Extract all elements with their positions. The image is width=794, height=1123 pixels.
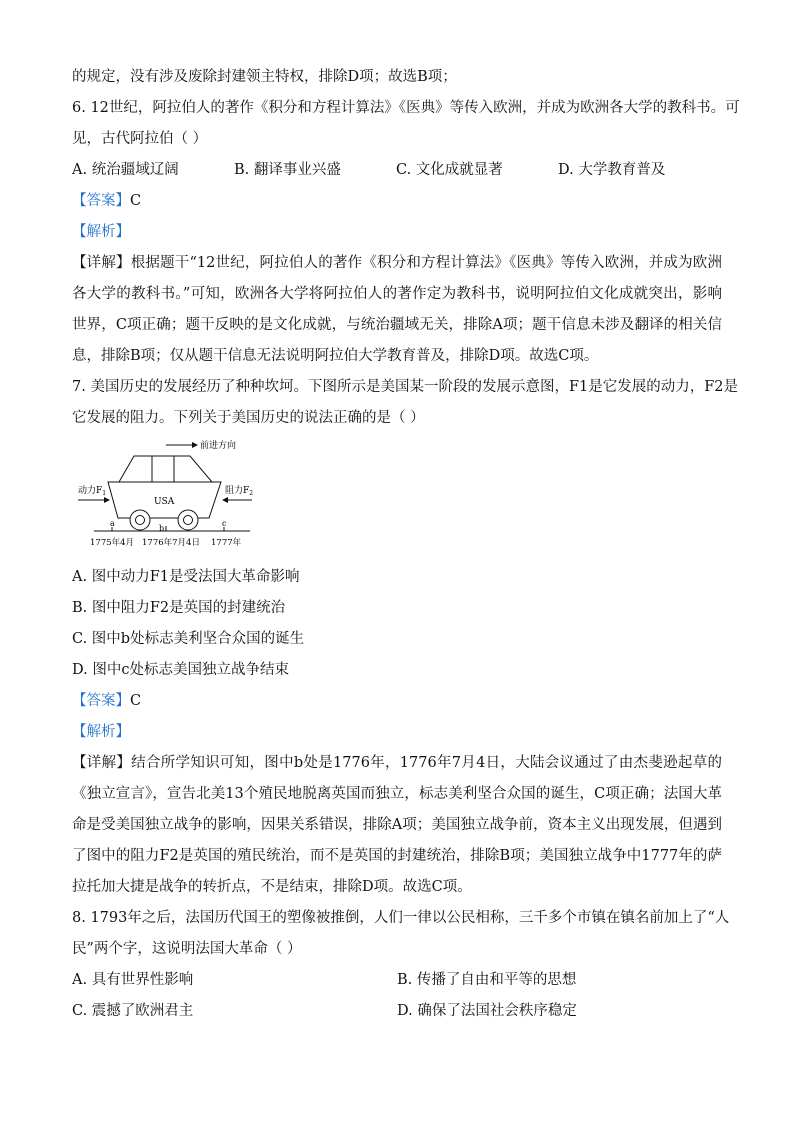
q7-option-b: B. 图中阻力F2是英国的封建统治	[72, 600, 286, 616]
q6-answer-value: C	[130, 193, 142, 209]
force-right-arrowhead	[222, 497, 228, 503]
q6-answer	[72, 186, 722, 217]
force-right-label: 阻力$F_2$	[225, 486, 254, 497]
q6-detail-tag: 【详解】	[72, 255, 131, 271]
q6-option-d: D. 大学教育普及	[558, 162, 666, 178]
q7-detail-tag: 【详解】	[72, 755, 132, 771]
q8-options-row-1	[72, 965, 722, 996]
q7-stem-line-1: 7. 美国历史的发展经历了种种坎坷。下图所示是美国某一阶段的发展示意图，F1是它发展的动力，F2是	[72, 379, 739, 395]
car-wheel-front	[178, 510, 198, 530]
direction-arrowhead	[192, 442, 198, 448]
q8-stem-line-1: 8. 1793年之后，法国历代国王的塑像被推倒，人们一律以公民相称，三千多个市镇在镇名前加上了“人	[72, 910, 730, 926]
q7-option-a: A. 图中动力F1是受法国大革命影响	[72, 569, 300, 585]
force-left-arrowhead	[104, 497, 110, 503]
q8-stem-line-2: 民”两个字，这说明法国大革命（ ）	[72, 941, 302, 957]
marker-b: b	[159, 524, 165, 533]
question-8	[72, 903, 730, 1027]
q7-answer-value: C	[130, 693, 142, 709]
q6-stem-line-1: 6. 12世纪，阿拉伯人的著作《积分和方程计算法》《医典》等传入欧洲，并成为欧洲各大学的教科书。可	[72, 100, 740, 116]
marker-c: c	[222, 519, 227, 528]
q8-option-d: D. 确保了法国社会秩序稳定	[397, 1003, 577, 1019]
us-history-car-diagram	[74, 434, 264, 554]
q8-option-a: A. 具有世界性影响	[72, 972, 194, 988]
question-7	[72, 372, 739, 903]
car-roof	[119, 456, 212, 482]
q7-answer-tag: 【答案】	[72, 693, 130, 709]
car-wheel-back	[130, 510, 150, 530]
car-label: USA	[154, 497, 175, 507]
document-page	[72, 62, 740, 1027]
date-b: 1776年7月4日	[142, 538, 200, 548]
q7-detail	[72, 748, 722, 903]
marker-a: a	[110, 519, 115, 528]
intro-line: 的规定，没有涉及废除封建领主特权，排除D项；故选B项；	[72, 69, 457, 85]
q7-analysis-heading	[72, 717, 722, 748]
q7-analysis-tag: 【解析】	[72, 724, 130, 740]
q6-options	[72, 155, 722, 186]
force-left-label: 动力$F_1$	[78, 486, 107, 497]
q6-option-a: A. 统治疆域辽阔	[72, 162, 179, 178]
date-c: 1777年	[211, 538, 242, 548]
q6-stem-line-2: 见，古代阿拉伯（ ）	[72, 131, 208, 147]
q6-option-b: B. 翻译事业兴盛	[234, 162, 341, 178]
q7-diagram	[74, 434, 264, 554]
direction-label: 前进方向	[200, 441, 237, 451]
date-a: 1775年4月	[90, 538, 135, 548]
q8-option-c: C. 震撼了欧洲君主	[72, 1003, 194, 1019]
q7-stem-line-2: 它发展的阻力。下列关于美国历史的说法正确的是（ ）	[72, 410, 425, 426]
q6-analysis-heading	[72, 217, 722, 248]
q7-option-c: C. 图中b处标志美利坚合众国的诞生	[72, 631, 305, 647]
q6-detail	[72, 248, 722, 372]
q6-option-c: C. 文化成就显著	[396, 162, 503, 178]
q8-option-b: B. 传播了自由和平等的思想	[397, 972, 577, 988]
q8-options-row-2	[72, 996, 722, 1027]
question-6	[72, 93, 740, 372]
q6-analysis-tag: 【解析】	[72, 224, 130, 240]
q7-answer	[72, 686, 722, 717]
q6-detail-text: 根据题干“12世纪，阿拉伯人的著作《积分和方程计算法》《医典》等传入欧洲，并成为欧洲各大学的教科书。”可知，欧洲各大学将阿拉伯人的著作定为教科书，说明阿拉伯文化成就突出，影响世界，C项正确；题干反映的是文化成就，与统治疆域无关，排除A项；题干信息未涉及翻译的相关信息，排除B项；仅从题干信息无法说明阿拉伯大学教育普及，排除D项。故选C项。	[72, 255, 722, 364]
q6-answer-tag: 【答案】	[72, 193, 130, 209]
q7-detail-text: 结合所学知识可知，图中b处是1776年，1776年7月4日，大陆会议通过了由杰斐逊起草的《独立宣言》，宣告北美13个殖民地脱离英国而独立，标志美利坚合众国的诞生，C项正确；法国大革命是受美国独立战争的影响，因果关系错误，排除A项；美国独立战争前，资本主义出现发展，但遇到了图中的阻力F2是英国的殖民统治，而不是英国的封建统治，排除B项；美国独立战争中1777年的萨拉托加大捷是战争的转折点，不是结束，排除D项。故选C项。	[72, 755, 722, 895]
q7-option-d: D. 图中c处标志美国独立战争结束	[72, 662, 289, 678]
